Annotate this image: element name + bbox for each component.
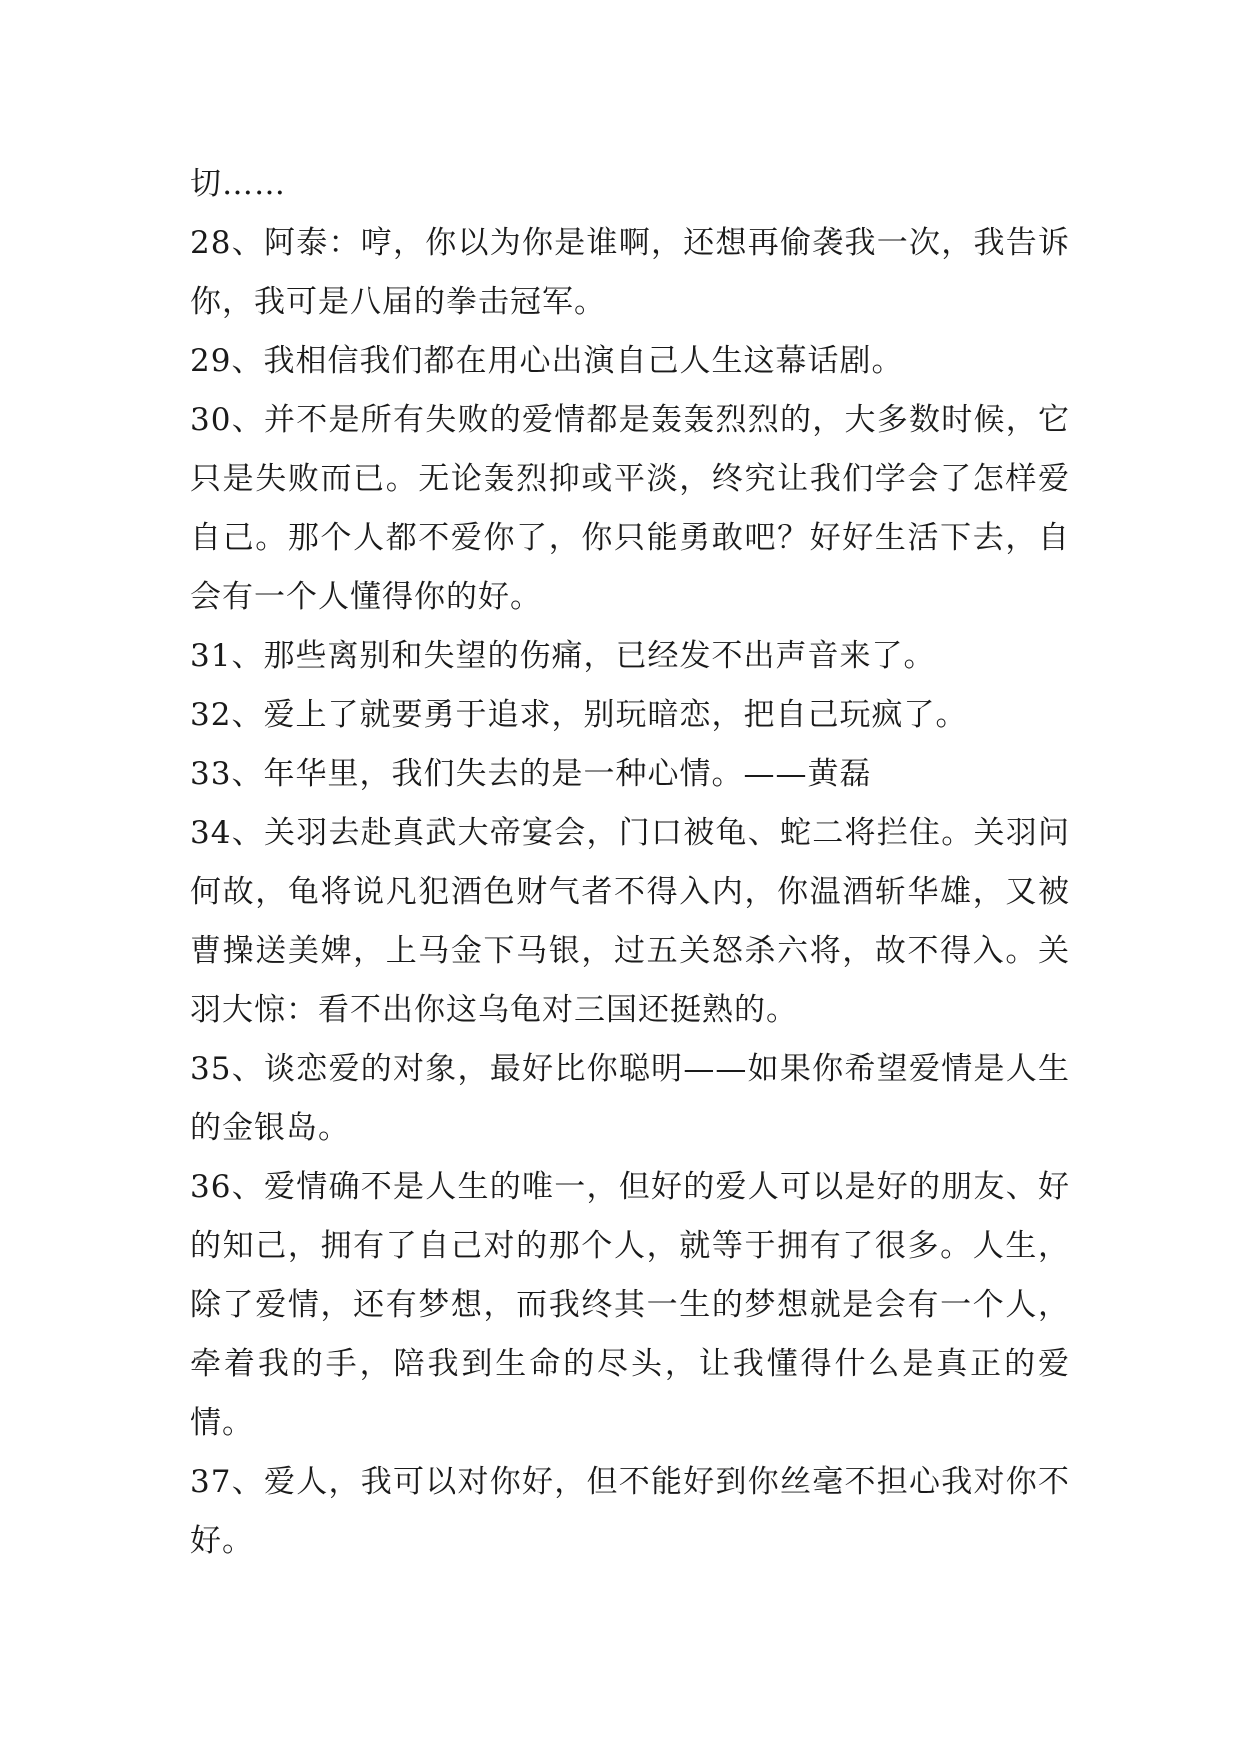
paragraph: 33、年华里，我们失去的是一种心情。——黄磊 (190, 756, 872, 792)
paragraph: 32、爱上了就要勇于追求，别玩暗恋，把自己玩疯了。 (190, 697, 968, 733)
paragraph: 30、并不是所有失败的爱情都是轰轰烈烈的，大多数时候，它只是失败而已。无论轰烈抑或平淡，终究让我们学会了怎样爱自己。那个人都不爱你了，你只能勇敢吧？好好生活下去，自会有一个人懂得你的好。 (190, 402, 1070, 615)
document-body (190, 155, 1070, 1571)
paragraph: 31、那些离别和失望的伤痛，已经发不出声音来了。 (190, 638, 936, 674)
paragraph: 切…… (190, 166, 286, 202)
paragraph: 35、谈恋爱的对象，最好比你聪明——如果你希望爱情是人生的金银岛。 (190, 1051, 1070, 1146)
paragraph: 37、爱人，我可以对你好，但不能好到你丝毫不担心我对你不好。 (190, 1464, 1070, 1559)
paragraph: 34、关羽去赴真武大帝宴会，门口被龟、蛇二将拦住。关羽问何故，龟将说凡犯酒色财气者不得入内，你温酒斩华雄，又被曹操送美婢，上马金下马银，过五关怒杀六将，故不得入。关羽大惊：看不出你这乌龟对三国还挺熟的。 (190, 815, 1070, 1028)
paragraph: 29、我相信我们都在用心出演自己人生这幕话剧。 (190, 343, 904, 379)
paragraph: 28、阿泰：哼，你以为你是谁啊，还想再偷袭我一次，我告诉你，我可是八届的拳击冠军。 (190, 225, 1070, 320)
paragraph: 36、爱情确不是人生的唯一，但好的爱人可以是好的朋友、好的知己，拥有了自己对的那个人，就等于拥有了很多。人生，除了爱情，还有梦想，而我终其一生的梦想就是会有一个人，牵着我的手，陪我到生命的尽头，让我懂得什么是真正的爱情。 (190, 1169, 1070, 1441)
